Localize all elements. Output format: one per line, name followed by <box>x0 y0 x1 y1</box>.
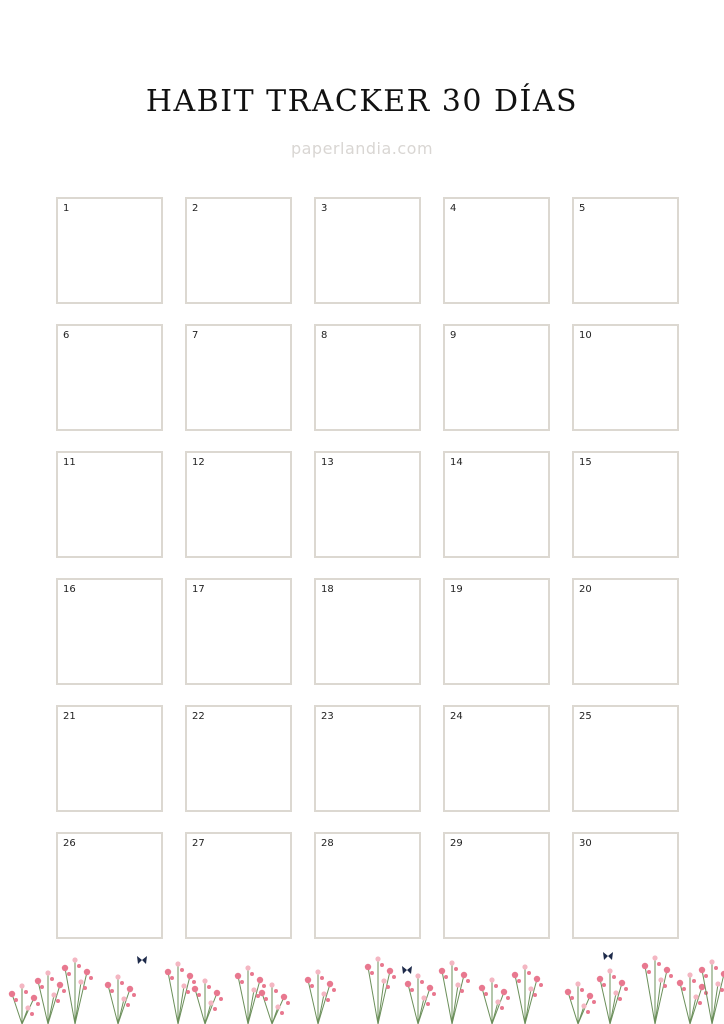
flower-sprig-icon <box>165 961 196 1024</box>
day-cell-9[interactable] <box>443 324 550 431</box>
day-number: 27 <box>192 838 205 849</box>
day-cell-6[interactable] <box>56 324 163 431</box>
flower-sprig-icon <box>62 957 93 1024</box>
day-cell-13[interactable] <box>314 451 421 558</box>
day-cell-20[interactable] <box>572 578 679 685</box>
day-number: 7 <box>192 330 199 341</box>
day-number: 17 <box>192 584 205 595</box>
day-number: 23 <box>321 711 334 722</box>
day-cell-16[interactable] <box>56 578 163 685</box>
day-cell-21[interactable] <box>56 705 163 812</box>
day-cell-23[interactable] <box>314 705 421 812</box>
day-number: 24 <box>450 711 463 722</box>
day-number: 21 <box>63 711 76 722</box>
butterfly-icon <box>603 952 613 960</box>
day-number: 13 <box>321 457 334 468</box>
day-number: 11 <box>63 457 76 468</box>
day-number: 10 <box>579 330 592 341</box>
flower-sprig-icon <box>677 972 708 1024</box>
day-cell-1[interactable] <box>56 197 163 304</box>
site-name: paperlandia.com <box>290 139 434 158</box>
day-cell-17[interactable] <box>185 578 292 685</box>
flower-sprig-icon <box>305 969 336 1024</box>
flower-sprig-icon <box>105 974 136 1024</box>
flower-sprig-icon <box>597 968 628 1024</box>
day-number: 15 <box>579 457 592 468</box>
day-number: 22 <box>192 711 205 722</box>
day-number: 18 <box>321 584 334 595</box>
day-cell-27[interactable] <box>185 832 292 939</box>
flower-sprig-icon <box>192 978 223 1024</box>
day-cell-7[interactable] <box>185 324 292 431</box>
day-number: 14 <box>450 457 463 468</box>
day-number: 30 <box>579 838 592 849</box>
day-cell-8[interactable] <box>314 324 421 431</box>
day-cell-18[interactable] <box>314 578 421 685</box>
day-cell-4[interactable] <box>443 197 550 304</box>
flower-border <box>0 940 724 1024</box>
day-number: 20 <box>579 584 592 595</box>
day-cell-3[interactable] <box>314 197 421 304</box>
day-cell-25[interactable] <box>572 705 679 812</box>
day-cell-30[interactable] <box>572 832 679 939</box>
day-cell-28[interactable] <box>314 832 421 939</box>
day-number: 19 <box>450 584 463 595</box>
flower-sprig-icon <box>512 964 543 1024</box>
day-number: 16 <box>63 584 76 595</box>
flower-sprig-icon <box>642 955 673 1024</box>
day-number: 6 <box>63 330 70 341</box>
day-cell-19[interactable] <box>443 578 550 685</box>
day-number: 4 <box>450 203 457 214</box>
day-number: 5 <box>579 203 586 214</box>
butterfly-icon <box>137 956 147 964</box>
butterfly-icon <box>402 966 412 974</box>
day-number: 8 <box>321 330 328 341</box>
day-number: 12 <box>192 457 205 468</box>
day-number: 3 <box>321 203 328 214</box>
day-cell-22[interactable] <box>185 705 292 812</box>
habit-grid <box>56 197 679 939</box>
day-number: 28 <box>321 838 334 849</box>
day-cell-11[interactable] <box>56 451 163 558</box>
flower-sprig-icon <box>479 977 510 1024</box>
day-number: 29 <box>450 838 463 849</box>
day-number: 1 <box>63 203 70 214</box>
day-cell-2[interactable] <box>185 197 292 304</box>
day-cell-26[interactable] <box>56 832 163 939</box>
day-cell-15[interactable] <box>572 451 679 558</box>
flower-sprig-icon <box>9 983 40 1024</box>
day-cell-24[interactable] <box>443 705 550 812</box>
flower-sprig-icon <box>405 973 436 1024</box>
page-title: HABIT TRACKER 30 DÍAS <box>145 84 579 119</box>
flower-sprig-icon <box>565 981 596 1024</box>
day-cell-5[interactable] <box>572 197 679 304</box>
flower-sprig-icon <box>35 970 66 1024</box>
day-cell-29[interactable] <box>443 832 550 939</box>
day-number: 9 <box>450 330 457 341</box>
day-number: 26 <box>63 838 76 849</box>
day-cell-14[interactable] <box>443 451 550 558</box>
flower-sprig-icon <box>439 960 470 1024</box>
day-cell-12[interactable] <box>185 451 292 558</box>
flower-sprig-icon <box>365 956 396 1024</box>
day-number: 2 <box>192 203 199 214</box>
flower-sprig-icon <box>699 959 724 1024</box>
flower-sprig-icon <box>259 982 290 1024</box>
day-cell-10[interactable] <box>572 324 679 431</box>
day-number: 25 <box>579 711 592 722</box>
